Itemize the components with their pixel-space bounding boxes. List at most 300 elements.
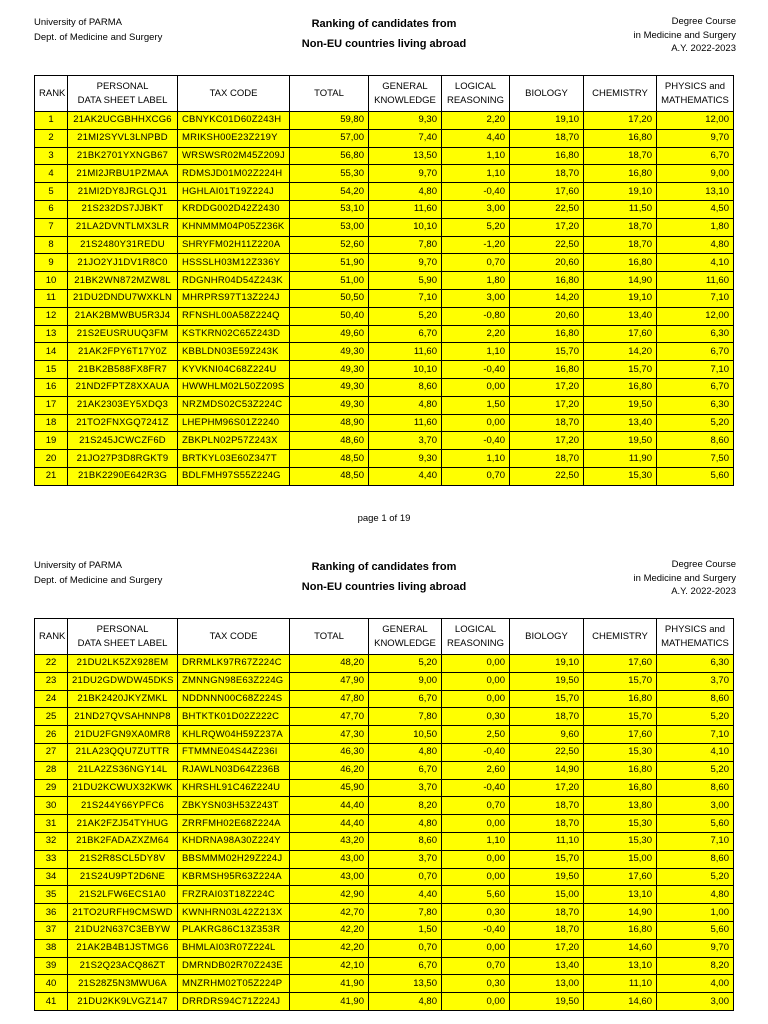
rank-cell: 11	[35, 289, 68, 307]
chemistry-cell: 16,80	[584, 165, 657, 183]
logical-reasoning-header-text: REASONING	[446, 94, 504, 106]
personal-label-header-text: PERSONAL	[96, 623, 149, 635]
biology-cell: 17,20	[510, 396, 584, 414]
general-knowledge-cell: 9,00	[369, 672, 442, 690]
biology-cell: 20,60	[510, 307, 584, 325]
page-number: page 1 of 19	[357, 513, 411, 524]
title-line-1: Ranking of candidates from	[311, 561, 457, 573]
table-row	[35, 165, 734, 183]
biology-cell: 18,70	[510, 165, 584, 183]
logical-reasoning-cell: 0,00	[442, 672, 510, 690]
logical-reasoning-cell: 2,20	[442, 112, 510, 130]
biology-cell: 18,70	[510, 815, 584, 833]
chemistry-cell: 17,60	[584, 325, 657, 343]
table-row	[35, 129, 734, 147]
logical-reasoning-cell: 4,40	[442, 129, 510, 147]
logical-reasoning-cell: 0,30	[442, 975, 510, 993]
tax-code-cell: RDGNHR04D54Z243K	[178, 272, 290, 290]
chemistry-cell: 15,70	[584, 361, 657, 379]
ranking-page-2	[0, 543, 768, 1007]
tax-code-cell: ZRRFMH02E68Z224A	[178, 815, 290, 833]
biology-cell: 19,10	[510, 655, 584, 673]
total-cell: 48,60	[290, 432, 369, 450]
logical-reasoning-cell: 1,10	[442, 450, 510, 468]
logical-reasoning-cell: 0,00	[442, 690, 510, 708]
general-knowledge-cell: 0,70	[369, 868, 442, 886]
table-row	[35, 815, 734, 833]
total-header-text: TOTAL	[314, 87, 344, 99]
biology-cell: 18,70	[510, 921, 584, 939]
biology-header-text: BIOLOGY	[525, 630, 568, 642]
general-knowledge-cell: 6,70	[369, 957, 442, 975]
total-cell: 43,00	[290, 868, 369, 886]
chemistry-cell: 16,80	[584, 779, 657, 797]
personal-label-header-text: PERSONAL	[96, 80, 149, 92]
rank-cell: 25	[35, 708, 68, 726]
tax-code-cell: HWWHLM02L50Z209S	[178, 378, 290, 396]
general-knowledge-cell: 7,80	[369, 904, 442, 922]
physics-mathematics-cell: 9,70	[657, 939, 734, 957]
tax-code-cell: HSSSLH03M12Z336Y	[178, 254, 290, 272]
personal-label-cell: 21JO2YJ1DV1R8C0	[68, 254, 178, 272]
general-knowledge-cell: 4,40	[369, 467, 442, 485]
chemistry-cell: 17,60	[584, 655, 657, 673]
general-knowledge-cell: 1,50	[369, 921, 442, 939]
personal-label-cell: 21S232DS7JJBKT	[68, 200, 178, 218]
total-cell: 50,50	[290, 289, 369, 307]
logical-reasoning-cell: -0,40	[442, 183, 510, 201]
biology-cell: 15,00	[510, 886, 584, 904]
chemistry-cell: 13,10	[584, 886, 657, 904]
chemistry-cell: 15,30	[584, 743, 657, 761]
chemistry-cell: 15,30	[584, 815, 657, 833]
general-knowledge-cell: 9,30	[369, 112, 442, 130]
total-cell: 48,50	[290, 450, 369, 468]
biology-cell: 13,40	[510, 957, 584, 975]
chemistry-cell: 17,20	[584, 112, 657, 130]
total-cell: 44,40	[290, 797, 369, 815]
personal-label-cell: 21S2Q23ACQ86ZT	[68, 957, 178, 975]
physics-mathematics-cell: 7,10	[657, 289, 734, 307]
total-header-text: TOTAL	[314, 630, 344, 642]
biology-cell: 15,70	[510, 850, 584, 868]
rank-cell: 8	[35, 236, 68, 254]
general-knowledge-cell: 4,40	[369, 886, 442, 904]
rank-cell: 32	[35, 832, 68, 850]
rank-cell: 10	[35, 272, 68, 290]
personal-label-cell: 21AK2BMWBU5R3J4	[68, 307, 178, 325]
total-cell: 54,20	[290, 183, 369, 201]
table-header	[35, 76, 734, 112]
physics-mathematics-cell: 5,60	[657, 815, 734, 833]
chemistry-cell: 19,50	[584, 396, 657, 414]
logical-reasoning-cell: 3,00	[442, 289, 510, 307]
university-name: University of PARMA	[34, 17, 122, 28]
chemistry-cell: 11,50	[584, 200, 657, 218]
tax-code-cell: NDDNNN00C68Z224S	[178, 690, 290, 708]
tax-code-cell: FTMMNE04S44Z236I	[178, 743, 290, 761]
logical-reasoning-cell: 0,70	[442, 957, 510, 975]
biology-cell: 22,50	[510, 467, 584, 485]
tax-code-cell: DMRNDB02R70Z243E	[178, 957, 290, 975]
table-row	[35, 957, 734, 975]
personal-label-cell: 21DU2KK9LVGZ147	[68, 993, 178, 1011]
general-knowledge-cell: 6,70	[369, 325, 442, 343]
total-cell: 49,30	[290, 396, 369, 414]
chemistry-cell: 16,80	[584, 254, 657, 272]
total-cell: 50,40	[290, 307, 369, 325]
total-cell: 53,00	[290, 218, 369, 236]
logical-reasoning-cell: -0,40	[442, 361, 510, 379]
physics-mathematics-cell: 6,70	[657, 343, 734, 361]
biology-cell: 18,70	[510, 904, 584, 922]
logical-reasoning-cell: 2,20	[442, 325, 510, 343]
personal-label-cell: 21DU2GDWDW45DKS	[68, 672, 178, 690]
rank-cell: 36	[35, 904, 68, 922]
total-header	[290, 619, 369, 655]
tax-code-header	[178, 619, 290, 655]
physics-mathematics-cell: 5,20	[657, 414, 734, 432]
tax-code-cell: KYVKNI04C68Z224U	[178, 361, 290, 379]
general-knowledge-cell: 9,30	[369, 450, 442, 468]
personal-label-cell: 21MI2DY8JRGLQJ1	[68, 183, 178, 201]
academic-year: A.Y. 2022-2023	[671, 43, 736, 54]
personal-label-cell: 21JO27P3D8RGKT9	[68, 450, 178, 468]
logical-reasoning-cell: 0,00	[442, 850, 510, 868]
tax-code-cell: FRZRAI03T18Z224C	[178, 886, 290, 904]
physics-mathematics-cell: 6,70	[657, 378, 734, 396]
total-cell: 43,20	[290, 832, 369, 850]
table-row	[35, 325, 734, 343]
tax-code-cell: MNZRHM02T05Z224P	[178, 975, 290, 993]
logical-reasoning-cell: 0,30	[442, 904, 510, 922]
tax-code-header-text: TAX CODE	[209, 630, 258, 642]
rank-header-text: RANK	[39, 630, 66, 642]
tax-code-cell: KHNMMM04P05Z236K	[178, 218, 290, 236]
table-row	[35, 432, 734, 450]
biology-cell: 17,20	[510, 378, 584, 396]
physics-mathematics-cell: 4,10	[657, 743, 734, 761]
physics-mathematics-cell: 6,30	[657, 396, 734, 414]
header-row	[35, 76, 734, 112]
general-knowledge-cell: 4,80	[369, 183, 442, 201]
tax-code-cell: BDLFMH97S55Z224G	[178, 467, 290, 485]
tax-code-cell: PLAKRG86C13Z353R	[178, 921, 290, 939]
biology-cell: 19,50	[510, 993, 584, 1011]
logical-reasoning-cell: 2,60	[442, 761, 510, 779]
general-knowledge-cell: 11,60	[369, 343, 442, 361]
table-row	[35, 361, 734, 379]
total-cell: 57,00	[290, 129, 369, 147]
general-knowledge-cell: 13,50	[369, 147, 442, 165]
tax-code-cell: BRTKYL03E60Z347T	[178, 450, 290, 468]
table-row	[35, 850, 734, 868]
general-knowledge-cell: 3,70	[369, 432, 442, 450]
physics-mathematics-cell: 5,60	[657, 467, 734, 485]
total-cell: 43,00	[290, 850, 369, 868]
general-knowledge-cell: 11,60	[369, 200, 442, 218]
table-row	[35, 147, 734, 165]
physics-mathematics-cell: 7,10	[657, 832, 734, 850]
personal-label-cell: 21S24U9PT2D6NE	[68, 868, 178, 886]
general-knowledge-cell: 6,70	[369, 690, 442, 708]
chemistry-cell: 18,70	[584, 236, 657, 254]
biology-cell: 19,50	[510, 868, 584, 886]
biology-cell: 20,60	[510, 254, 584, 272]
logical-reasoning-cell: 3,00	[442, 200, 510, 218]
course-line-2: in Medicine and Surgery	[633, 29, 736, 41]
biology-header	[510, 76, 584, 112]
chemistry-cell: 14,90	[584, 904, 657, 922]
general-knowledge-cell: 4,80	[369, 743, 442, 761]
course-line-1: Degree Course	[671, 16, 736, 27]
general-knowledge-cell: 0,70	[369, 939, 442, 957]
total-cell: 55,30	[290, 165, 369, 183]
chemistry-cell: 15,00	[584, 850, 657, 868]
table-row	[35, 378, 734, 396]
rank-cell: 21	[35, 467, 68, 485]
rank-cell: 27	[35, 743, 68, 761]
physics-mathematics-cell: 8,60	[657, 779, 734, 797]
personal-label-cell: 21AK2UCGBHHXCG6	[68, 112, 178, 130]
biology-cell: 14,20	[510, 289, 584, 307]
tax-code-cell: DRRMLK97R67Z224C	[178, 655, 290, 673]
department-name: Dept. of Medicine and Surgery	[34, 32, 163, 43]
chemistry-cell: 13,80	[584, 797, 657, 815]
rank-cell: 5	[35, 183, 68, 201]
logical-reasoning-cell: 1,10	[442, 832, 510, 850]
biology-cell: 18,70	[510, 450, 584, 468]
chemistry-cell: 16,80	[584, 129, 657, 147]
ranking-table	[34, 618, 734, 1011]
general-knowledge-header	[369, 619, 442, 655]
total-cell: 59,80	[290, 112, 369, 130]
physics-mathematics-cell: 6,30	[657, 655, 734, 673]
chemistry-cell: 16,80	[584, 378, 657, 396]
logical-reasoning-cell: 0,00	[442, 939, 510, 957]
total-cell: 46,20	[290, 761, 369, 779]
physics-mathematics-cell: 8,60	[657, 850, 734, 868]
chemistry-cell: 17,60	[584, 726, 657, 744]
university-name: University of PARMA	[34, 560, 122, 571]
table-body	[35, 655, 734, 1011]
tax-code-cell: RDMSJD01M02Z224H	[178, 165, 290, 183]
physics-mathematics-cell: 8,60	[657, 432, 734, 450]
physics-mathematics-cell: 1,00	[657, 904, 734, 922]
general-knowledge-header-text: KNOWLEDGE	[374, 94, 436, 106]
general-knowledge-header	[369, 76, 442, 112]
table-row	[35, 200, 734, 218]
header-row	[35, 619, 734, 655]
general-knowledge-header-text: GENERAL	[382, 623, 428, 635]
personal-label-cell: 21ND2FPTZ8XXAUA	[68, 378, 178, 396]
general-knowledge-cell: 5,90	[369, 272, 442, 290]
tax-code-cell: MHRPRS97T13Z224J	[178, 289, 290, 307]
rank-cell: 24	[35, 690, 68, 708]
biology-cell: 15,70	[510, 690, 584, 708]
table-row	[35, 761, 734, 779]
table-row	[35, 975, 734, 993]
personal-label-cell: 21S2LFW6ECS1A0	[68, 886, 178, 904]
logical-reasoning-header-text: REASONING	[446, 637, 504, 649]
chemistry-cell: 11,90	[584, 450, 657, 468]
tax-code-header-text: TAX CODE	[209, 87, 258, 99]
chemistry-cell: 18,70	[584, 218, 657, 236]
physics-mathematics-cell: 5,60	[657, 921, 734, 939]
tax-code-cell: RJAWLN03D64Z236B	[178, 761, 290, 779]
tax-code-cell: CBNYKC01D60Z243H	[178, 112, 290, 130]
table-row	[35, 993, 734, 1011]
biology-cell: 16,80	[510, 361, 584, 379]
personal-label-cell: 21LA23QQU7ZUTTR	[68, 743, 178, 761]
logical-reasoning-cell: 0,70	[442, 467, 510, 485]
rank-header	[35, 619, 68, 655]
biology-cell: 18,70	[510, 797, 584, 815]
rank-cell: 7	[35, 218, 68, 236]
physics-mathematics-cell: 4,80	[657, 886, 734, 904]
personal-label-cell: 21S245JCWCZF6D	[68, 432, 178, 450]
biology-cell: 16,80	[510, 325, 584, 343]
biology-cell: 16,80	[510, 147, 584, 165]
general-knowledge-cell: 6,70	[369, 761, 442, 779]
personal-label-cell: 21MI2JRBU1PZMAA	[68, 165, 178, 183]
personal-label-header	[68, 76, 178, 112]
rank-cell: 37	[35, 921, 68, 939]
course-block	[634, 558, 736, 599]
table-row	[35, 779, 734, 797]
biology-cell: 19,10	[510, 112, 584, 130]
biology-cell: 17,60	[510, 183, 584, 201]
chemistry-header-text: CHEMISTRY	[592, 87, 648, 99]
personal-label-cell: 21BK2701YXNGB67	[68, 147, 178, 165]
tax-code-cell: DRRDRS94C71Z224J	[178, 993, 290, 1011]
chemistry-cell: 19,50	[584, 432, 657, 450]
chemistry-cell: 17,60	[584, 868, 657, 886]
physics-mathematics-cell: 3,00	[657, 993, 734, 1011]
tax-code-cell: KHRSHL91C46Z224U	[178, 779, 290, 797]
physics-mathematics-header	[657, 619, 734, 655]
total-cell: 41,90	[290, 993, 369, 1011]
table-row	[35, 921, 734, 939]
table-row	[35, 218, 734, 236]
rank-header-text: RANK	[39, 87, 66, 99]
biology-cell: 15,70	[510, 343, 584, 361]
table-row	[35, 690, 734, 708]
biology-cell: 9,60	[510, 726, 584, 744]
personal-label-cell: 21ND27QVSAHNNP8	[68, 708, 178, 726]
total-cell: 48,90	[290, 414, 369, 432]
biology-cell: 22,50	[510, 236, 584, 254]
table-row	[35, 414, 734, 432]
physics-mathematics-cell: 12,00	[657, 112, 734, 130]
table-row	[35, 272, 734, 290]
physics-mathematics-header-text: MATHEMATICS	[661, 94, 729, 106]
total-cell: 51,00	[290, 272, 369, 290]
general-knowledge-cell: 8,60	[369, 832, 442, 850]
table-row	[35, 939, 734, 957]
tax-code-cell: ZMNNGN98E63Z224G	[178, 672, 290, 690]
personal-label-cell: 21LA2DVNTLMX3LR	[68, 218, 178, 236]
general-knowledge-cell: 10,50	[369, 726, 442, 744]
general-knowledge-cell: 7,80	[369, 708, 442, 726]
personal-label-cell: 21TO2URFH9CMSWD	[68, 904, 178, 922]
tax-code-cell: WRSWSR02M45Z209J	[178, 147, 290, 165]
tax-code-cell: KWNHRN03L42Z213X	[178, 904, 290, 922]
total-cell: 49,30	[290, 361, 369, 379]
general-knowledge-cell: 9,70	[369, 254, 442, 272]
table-row	[35, 254, 734, 272]
logical-reasoning-cell: 0,00	[442, 414, 510, 432]
personal-label-cell: 21DU2KCWUX32KWK	[68, 779, 178, 797]
general-knowledge-cell: 7,10	[369, 289, 442, 307]
rank-cell: 3	[35, 147, 68, 165]
table-row	[35, 236, 734, 254]
chemistry-header	[584, 619, 657, 655]
logical-reasoning-cell: 1,10	[442, 165, 510, 183]
course-block	[634, 15, 736, 56]
logical-reasoning-cell: 5,20	[442, 218, 510, 236]
table-row	[35, 886, 734, 904]
rank-cell: 15	[35, 361, 68, 379]
rank-cell: 17	[35, 396, 68, 414]
chemistry-cell: 14,90	[584, 272, 657, 290]
physics-mathematics-cell: 8,60	[657, 690, 734, 708]
rank-cell: 4	[35, 165, 68, 183]
chemistry-cell: 15,70	[584, 708, 657, 726]
chemistry-cell: 13,40	[584, 307, 657, 325]
general-knowledge-cell: 3,70	[369, 850, 442, 868]
table-row	[35, 708, 734, 726]
rank-cell: 9	[35, 254, 68, 272]
personal-label-cell: 21AK2B4B1JSTMG6	[68, 939, 178, 957]
general-knowledge-cell: 11,60	[369, 414, 442, 432]
tax-code-cell: SHRYFM02H11Z220A	[178, 236, 290, 254]
personal-label-header-text: DATA SHEET LABEL	[77, 637, 168, 649]
chemistry-cell: 19,10	[584, 289, 657, 307]
logical-reasoning-cell: 1,10	[442, 343, 510, 361]
physics-mathematics-cell: 7,10	[657, 361, 734, 379]
rank-cell: 28	[35, 761, 68, 779]
personal-label-cell: 21TO2FNXGQ7241Z	[68, 414, 178, 432]
rank-cell: 38	[35, 939, 68, 957]
physics-mathematics-cell: 5,20	[657, 868, 734, 886]
biology-cell: 19,50	[510, 672, 584, 690]
table-row	[35, 832, 734, 850]
logical-reasoning-cell: -0,40	[442, 743, 510, 761]
total-cell: 41,90	[290, 975, 369, 993]
table-row	[35, 183, 734, 201]
logical-reasoning-cell: 0,00	[442, 655, 510, 673]
personal-label-cell: 21S244Y66YPFC6	[68, 797, 178, 815]
total-cell: 42,20	[290, 939, 369, 957]
chemistry-cell: 13,40	[584, 414, 657, 432]
logical-reasoning-cell: 0,00	[442, 868, 510, 886]
personal-label-cell: 21DU2LK5ZX928EM	[68, 655, 178, 673]
chemistry-cell: 14,20	[584, 343, 657, 361]
physics-mathematics-cell: 3,00	[657, 797, 734, 815]
table-row	[35, 743, 734, 761]
total-cell: 49,30	[290, 378, 369, 396]
total-cell: 53,10	[290, 200, 369, 218]
title-line-2: Non-EU countries living abroad	[301, 38, 467, 50]
personal-label-cell: 21S2480Y31REDU	[68, 236, 178, 254]
logical-reasoning-cell: 0,30	[442, 708, 510, 726]
chemistry-cell: 15,30	[584, 832, 657, 850]
table-row	[35, 289, 734, 307]
total-cell: 44,40	[290, 815, 369, 833]
table-row	[35, 726, 734, 744]
personal-label-cell: 21BK2290E642R3G	[68, 467, 178, 485]
